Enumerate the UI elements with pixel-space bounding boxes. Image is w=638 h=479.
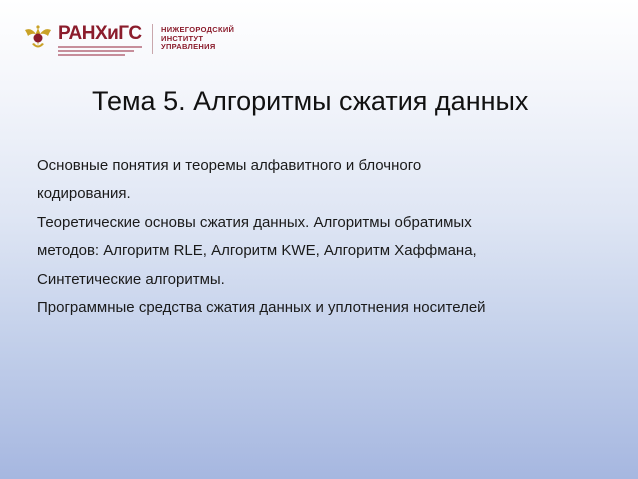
- slide-body: [37, 152, 627, 322]
- ranepa-logo: [58, 24, 142, 56]
- body-line: кодирования.: [37, 185, 131, 203]
- body-line: Программные средства сжатия данных и уплотнения носителей: [37, 299, 486, 317]
- body-line: Синтетические алгоритмы.: [37, 270, 225, 288]
- header-logo: [22, 24, 234, 56]
- institute-line: ИНСТИТУТ: [161, 33, 204, 43]
- institute-line: УПРАВЛЕНИЯ: [161, 42, 216, 51]
- body-line: методов: Алгоритм RLE, Алгоритм KWE, Алгоритм Хаффмана,: [37, 242, 477, 260]
- logo-divider: [152, 24, 153, 54]
- emblem-icon: [22, 24, 54, 52]
- org-subtitle-lines: [58, 44, 142, 56]
- org-name: РАНХиГС: [58, 23, 142, 44]
- institute-line: НИЖЕГОРОДСКИЙ: [161, 25, 235, 34]
- institute-name: [161, 26, 234, 52]
- slide-title: Тема 5. Алгоритмы сжатия данных: [92, 86, 529, 116]
- body-line: Основные понятия и теоремы алфавитного и блочного: [37, 157, 422, 174]
- body-line: Теоретические основы сжатия данных. Алгоритмы обратимых: [37, 213, 472, 231]
